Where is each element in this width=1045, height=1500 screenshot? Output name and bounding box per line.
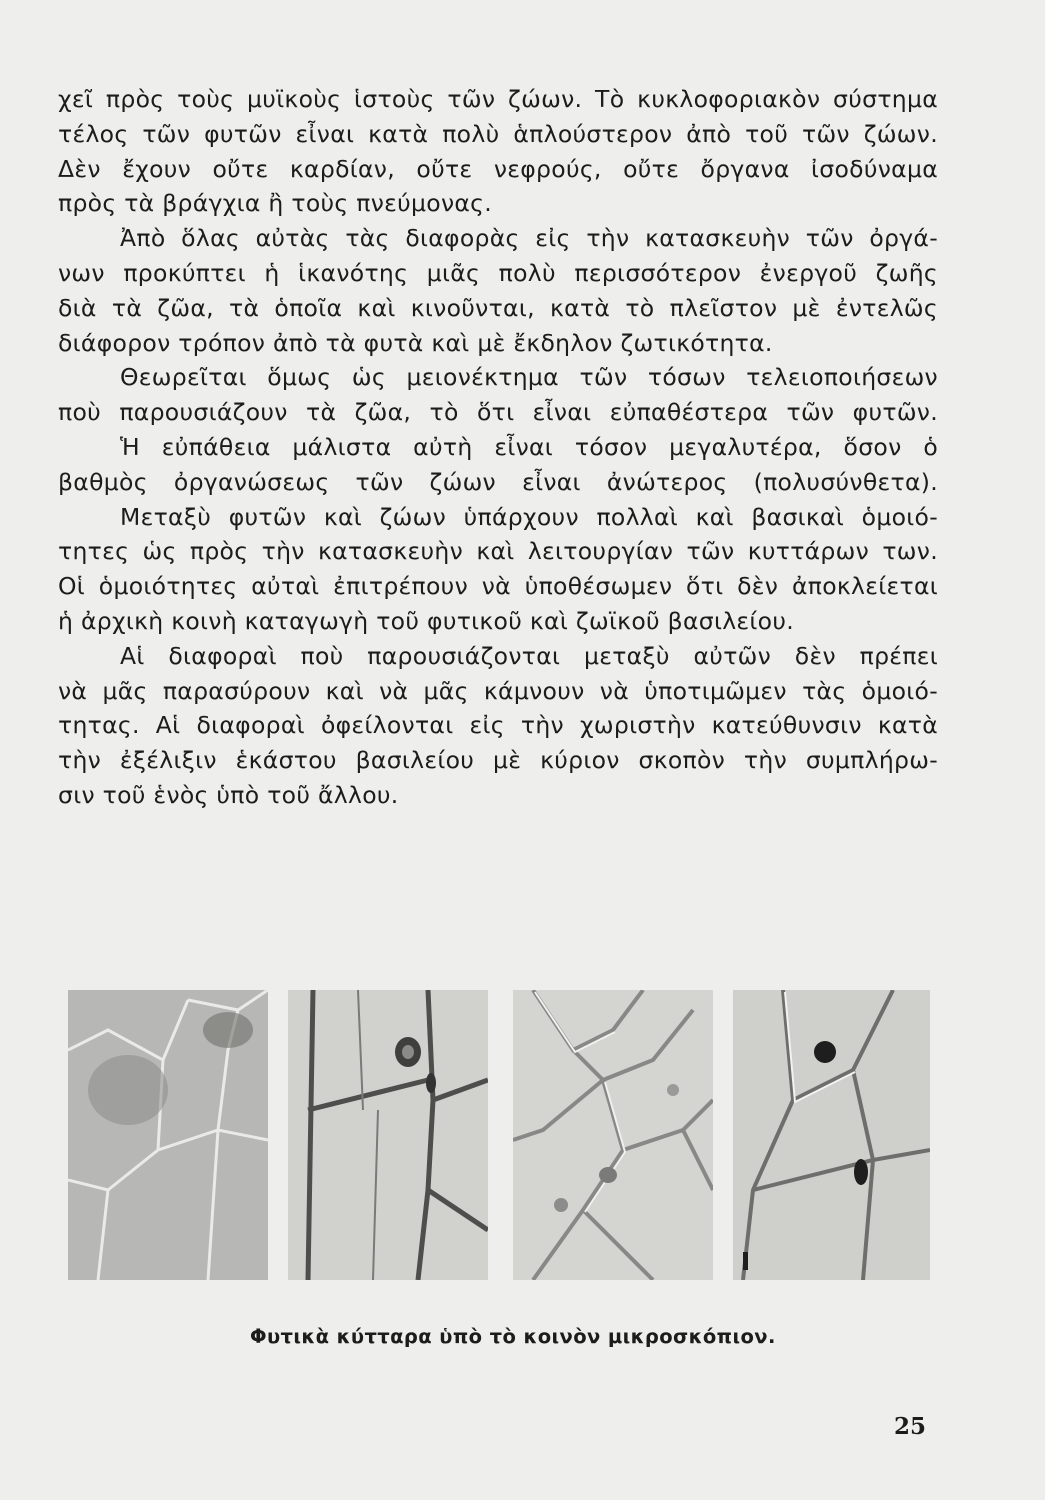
- text-line: ποὺ παρουσιάζουν τὰ ζῶα, τὸ ὅτι εἶναι εὐπαθέστερα τῶν φυτῶν.: [58, 398, 938, 427]
- text-line: πρὸς τὰ βράγχια ἢ τοὺς πνεύμονας.: [58, 189, 493, 218]
- text-line: Αἱ διαφοραὶ ποὺ παρουσιάζονται μεταξὺ αὐτῶν δὲν πρέπει: [120, 641, 938, 670]
- text-line: τέλος τῶν φυτῶν εἶναι κατὰ πολὺ ἁπλούστερον ἀπὸ τοῦ τῶν ζώων.: [58, 119, 938, 148]
- text-line: Θεωρεῖται ὅμως ὡς μειονέκτημα τῶν τόσων τελειοποιήσεων: [120, 363, 938, 392]
- text-line: τητες ὡς πρὸς τὴν κατασκευὴν καὶ λειτουργίαν τῶν κυττάρων των.: [58, 537, 938, 566]
- micrograph-photo-1: [68, 990, 268, 1280]
- micrograph-photo-3: [513, 990, 713, 1280]
- text-line: βαθμὸς ὀργανώσεως τῶν ζώων εἶναι ἀνώτερος (πολυσύνθετα).: [58, 467, 938, 496]
- micrograph-photo-2: [288, 990, 488, 1280]
- text-line: σιν τοῦ ἑνὸς ὑπὸ τοῦ ἄλλου.: [58, 780, 399, 809]
- text-line: τὴν ἐξέλιξιν ἑκάστου βασιλείου μὲ κύριον σκοπὸν τὴν συμπλήρω-: [58, 746, 938, 775]
- text-line: Οἱ ὁμοιότητες αὐταὶ ἐπιτρέπουν νὰ ὑποθέσωμεν ὅτι δὲν ἀποκλείεται: [58, 572, 938, 601]
- text-line: νων προκύπτει ἡ ἱκανότης μιᾶς πολὺ περισσότερον ἐνεργοῦ ζωῆς: [58, 258, 938, 287]
- micrograph-figure-row: [68, 990, 930, 1280]
- text-line: Μεταξὺ φυτῶν καὶ ζώων ὑπάρχουν πολλαὶ καὶ βασικαὶ ὁμοιό-: [120, 502, 938, 531]
- text-line: διάφορον τρόπον ἀπὸ τὰ φυτὰ καὶ μὲ ἔκδηλον ζωτικότητα.: [58, 328, 773, 357]
- text-line: Ἡ εὐπάθεια μάλιστα αὐτὴ εἶναι τόσον μεγαλυτέρα, ὅσον ὁ: [120, 432, 938, 461]
- text-line: Δὲν ἔχουν οὔτε καρδίαν, οὔτε νεφρούς, οὔτε ὄργανα ἰσοδύναμα: [58, 154, 938, 183]
- page-number: 25: [894, 1413, 927, 1440]
- text-line: χεῖ πρὸς τοὺς μυϊκοὺς ἱστοὺς τῶν ζώων. Τὸ κυκλοφοριακὸν σύστημα: [58, 85, 938, 113]
- text-line: τητας. Αἱ διαφοραὶ ὀφείλονται εἰς τὴν χωριστὴν κατεύθυνσιν κατὰ: [58, 711, 938, 740]
- body-text: [58, 82, 938, 813]
- figure-caption: Φυτικὰ κύτταρα ὑπὸ τὸ κοινὸν μικροσκόπιον.: [250, 1325, 776, 1348]
- text-line: ἡ ἀρχικὴ κοινὴ καταγωγὴ τοῦ φυτικοῦ καὶ ζωϊκοῦ βασιλείου.: [58, 606, 795, 635]
- text-line: Ἀπὸ ὅλας αὐτὰς τὰς διαφορὰς εἰς τὴν κατασκευὴν τῶν ὀργά-: [120, 224, 938, 253]
- text-line: νὰ μᾶς παρασύρουν καὶ νὰ μᾶς κάμνουν νὰ ὑποτιμῶμεν τὰς ὁμοιό-: [58, 676, 938, 705]
- micrograph-photo-4: [733, 990, 930, 1280]
- text-line: διὰ τὰ ζῶα, τὰ ὁποῖα καὶ κινοῦνται, κατὰ τὸ πλεῖστον μὲ ἐντελῶς: [58, 293, 938, 322]
